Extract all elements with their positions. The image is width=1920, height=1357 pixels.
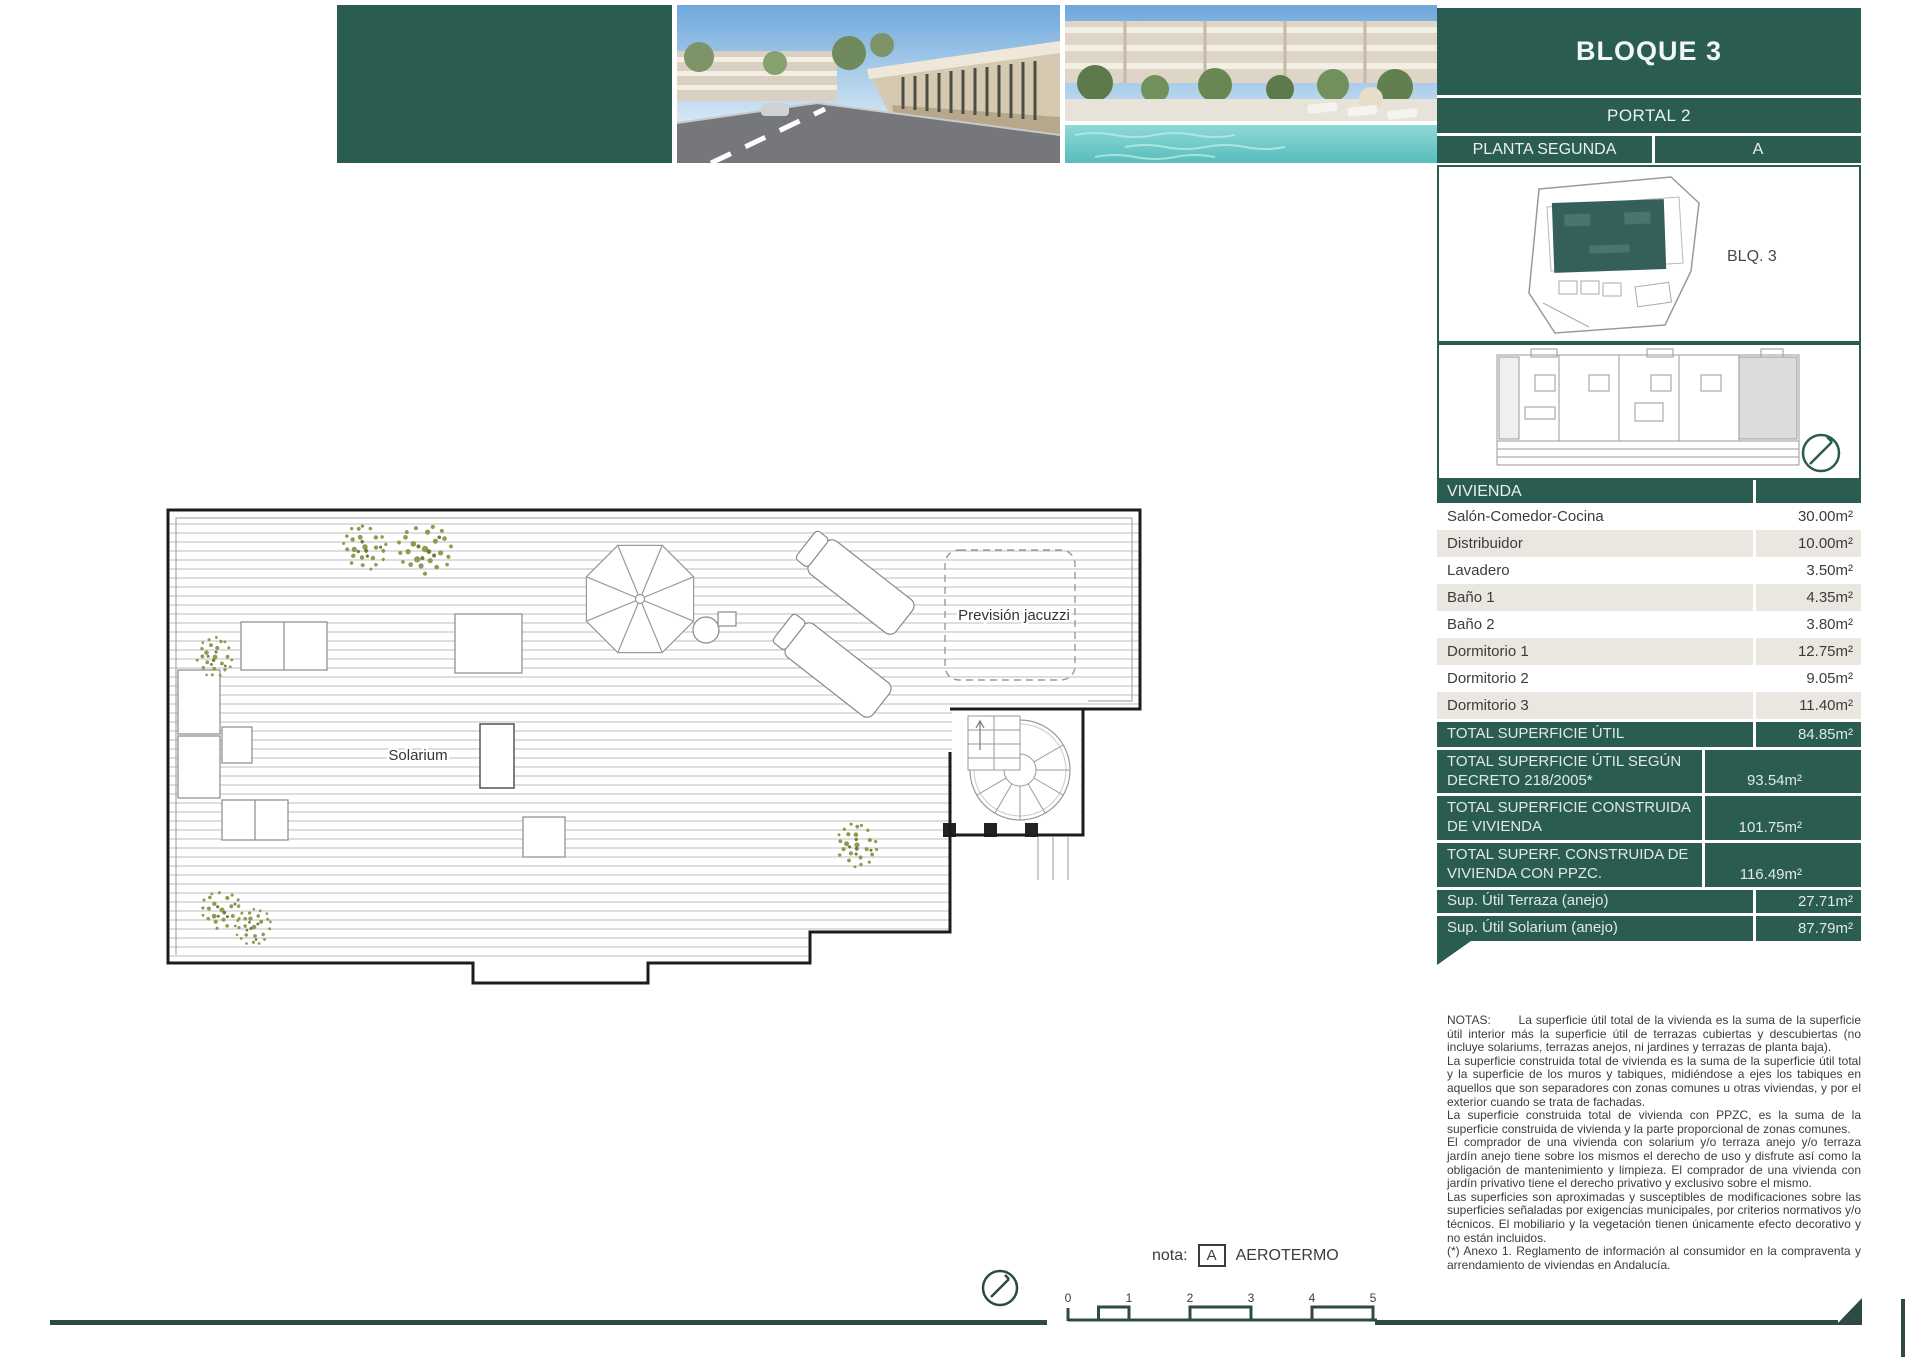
total-row [1437, 890, 1861, 913]
room-value: 4.35m² [1806, 589, 1853, 606]
total-value: 93.54m² [1705, 750, 1810, 793]
site-block-label: BLQ. 3 [1727, 248, 1777, 265]
floor-plan [158, 502, 1150, 999]
floor-thumbnail-box [1437, 343, 1861, 480]
total-row [1437, 722, 1861, 747]
total-label: Sup. Útil Solarium (anejo) [1447, 919, 1618, 937]
room-value: 10.00m² [1797, 535, 1853, 552]
nota-value: AEROTERMO [1235, 1246, 1339, 1264]
room-label: Dormitorio 2 [1447, 670, 1529, 687]
exterior-steps [1038, 837, 1068, 880]
teal-banner-block [337, 5, 672, 163]
notes-paragraph: NOTAS: La superficie útil total de la vivienda es la suma de la superficie útil interior más la superficie útil de terrazas cubiertas y descubiertas (no incluye solariums, terrazas anejos, ni jardines y terrazas de planta baja). [1447, 1013, 1861, 1055]
room-label: Salón-Comedor-Cocina [1447, 508, 1604, 525]
total-label: TOTAL SUPERFICIE ÚTIL SEGÚN DECRETO 218/2005* [1447, 752, 1682, 789]
room-value: 30.00m² [1797, 508, 1853, 525]
jacuzzi-label: Previsión jacuzzi [958, 607, 1070, 624]
photo-entrance-render [677, 5, 1060, 163]
scale-tick-label: 4 [1308, 1291, 1316, 1305]
notes-paragraph: El comprador de una vivienda con solarium y/o terraza anejo y/o terraza jardín anejo tiene sobre los mismos el derecho de uso y disfrute así como la obligación de mantenimiento y limpieza. El comprador de una vivienda con jardín privativo tiene el derecho privativo y exclusivo sobre el mismo. [1447, 1135, 1861, 1191]
room-label: Lavadero [1447, 562, 1510, 579]
total-label: TOTAL SUPERFICIE ÚTIL [1447, 725, 1625, 743]
bottom-rule-triangle [1836, 1298, 1862, 1325]
total-value: 27.71m² [1756, 890, 1861, 913]
scale-tick-label: 1 [1125, 1291, 1133, 1305]
table-row [1437, 584, 1861, 611]
room-value: 11.40m² [1799, 697, 1853, 714]
total-row [1437, 843, 1861, 887]
room-label: Dormitorio 3 [1447, 697, 1529, 714]
planta-label: PLANTA SEGUNDA [1437, 136, 1652, 163]
north-compass-icon [1803, 435, 1839, 471]
total-value: 116.49m² [1705, 843, 1810, 887]
compass-icon [978, 1266, 1022, 1315]
totals [1437, 722, 1861, 944]
room-label: Distribuidor [1447, 535, 1523, 552]
unit-letter: A [1655, 136, 1861, 163]
site-plan-box [1437, 165, 1861, 343]
room-value: 3.50m² [1806, 562, 1853, 579]
table-header-label: VIVIENDA [1447, 482, 1522, 500]
rooms [1437, 503, 1861, 719]
nota-line [1152, 1244, 1339, 1267]
table-row [1437, 530, 1861, 557]
spiral-stair [952, 711, 1081, 833]
notes-paragraph: La superficie construida total de vivienda con PPZC, es la suma de la superficie construida de vivienda y la parte proporcional de zonas comunes. [1447, 1108, 1861, 1136]
notes-paragraph: Las superficies son aproximadas y susceptibles de modificaciones sobre las superficies señaladas por exigencias municipales, por criterios normativos y/o técnicos. El mobiliario y la vegetación tienen únicamente efecto decorativo y no están incluidos. [1447, 1189, 1861, 1245]
page-title: BLOQUE 3 [1437, 8, 1861, 95]
total-row [1437, 796, 1861, 840]
total-value: 87.79m² [1756, 916, 1861, 941]
total-value: 84.85m² [1756, 722, 1861, 747]
scale-tick-label: 2 [1186, 1291, 1194, 1305]
parasol-icon [586, 545, 693, 652]
scale-bar [1060, 1290, 1390, 1335]
bottom-rule-left [50, 1320, 1047, 1325]
total-value: 101.75m² [1705, 796, 1810, 840]
solarium-label: Solarium [388, 747, 448, 764]
table-row [1437, 638, 1861, 665]
notes-block [1447, 1014, 1861, 1272]
photo-pool-render [1065, 5, 1437, 163]
total-label: Sup. Útil Terraza (anejo) [1447, 892, 1609, 910]
room-value: 12.75m² [1797, 643, 1853, 660]
sun-loungers [770, 527, 917, 720]
table-row [1437, 611, 1861, 638]
shrubs [192, 516, 885, 952]
table-header-value [1756, 480, 1861, 503]
room-label: Baño 2 [1447, 616, 1495, 633]
table-row [1437, 557, 1861, 584]
room-value: 3.80m² [1806, 616, 1853, 633]
page-edge-mark [1901, 1299, 1905, 1357]
portal-label: PORTAL 2 [1437, 98, 1861, 133]
total-label: TOTAL SUPERF. CONSTRUIDA DE VIVIENDA CON PPZC. [1447, 846, 1689, 882]
notes-paragraph: La superficie construida total de vivienda es la suma de la superficie útil total y la superficie de los muros y tabiques, midiéndose a ejes los tabiques en aquellos que son separadores con zonas comunes u otras viviendas, y por el exterior cuando se trata de fachadas. [1447, 1053, 1861, 1109]
table-row [1437, 503, 1861, 530]
bottom-rule-right [1375, 1320, 1838, 1325]
planta-row [1437, 136, 1861, 163]
room-value: 9.05m² [1806, 670, 1853, 687]
room-label: Baño 1 [1447, 589, 1495, 606]
aerotermo-key-icon: A [1198, 1244, 1226, 1267]
total-label: TOTAL SUPERFICIE CONSTRUIDA DE VIVIENDA [1447, 799, 1691, 835]
table-row [1437, 692, 1861, 719]
total-row [1437, 916, 1861, 941]
scale-tick-label: 0 [1064, 1291, 1072, 1305]
info-panel [1437, 8, 1861, 973]
scale-tick-label: 3 [1247, 1291, 1255, 1305]
total-row [1437, 750, 1861, 793]
room-label: Dormitorio 1 [1447, 643, 1529, 660]
panel-tail-triangle [1437, 941, 1471, 965]
scale-tick-label: 5 [1369, 1291, 1377, 1305]
table-header-row [1437, 480, 1861, 503]
notes-paragraph: (*) Anexo 1. Reglamento de información al consumidor en la compraventa y arrendamiento de viviendas en Andalucía. [1447, 1244, 1861, 1272]
nota-label: nota: [1152, 1246, 1188, 1264]
table-row [1437, 665, 1861, 692]
